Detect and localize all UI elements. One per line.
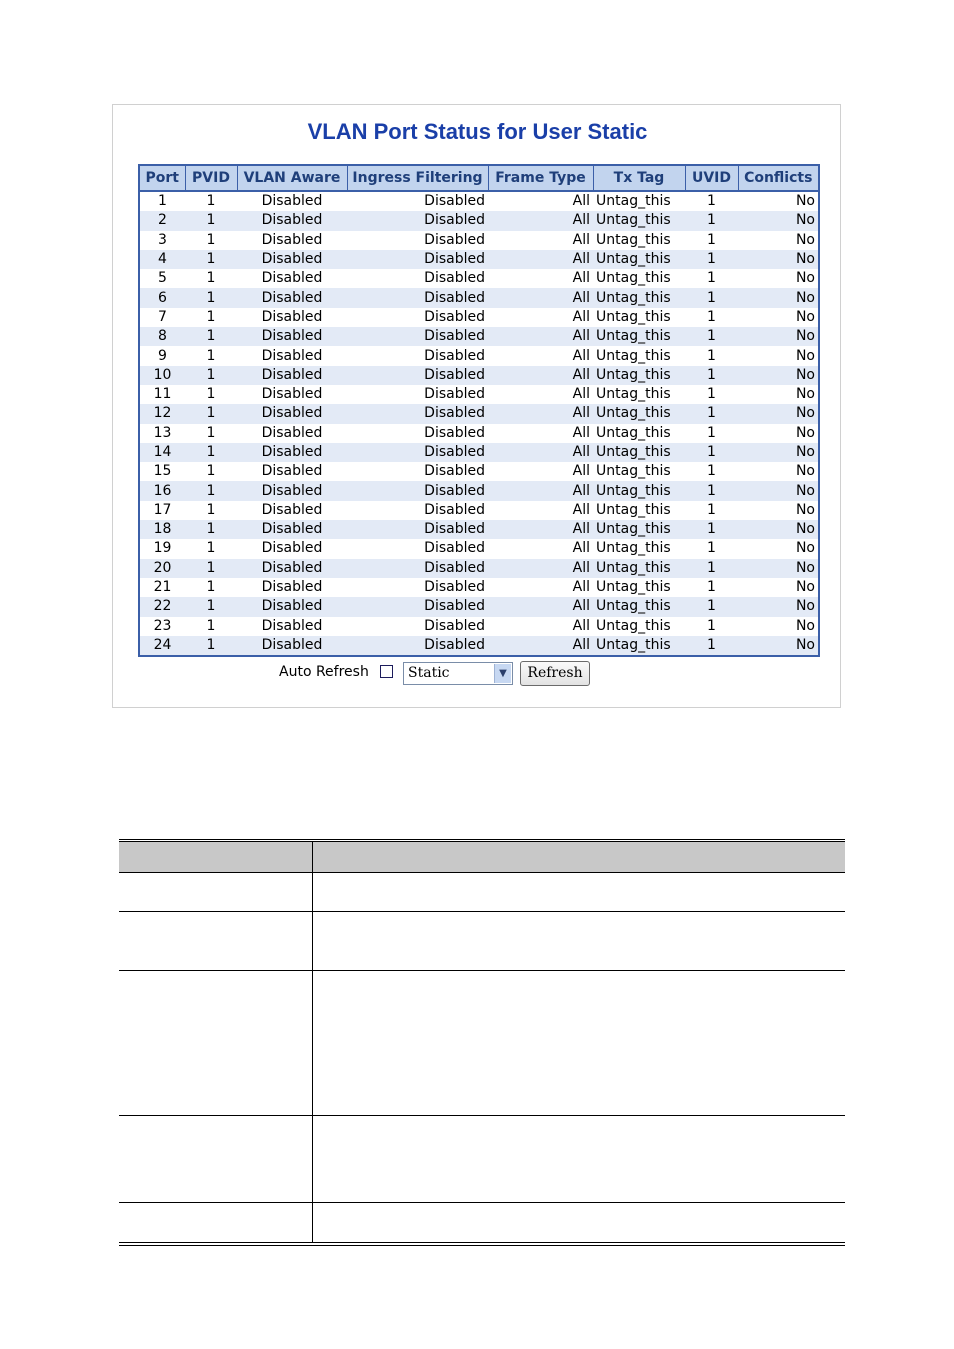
cell-pvid: 1 bbox=[185, 501, 237, 520]
chevron-down-icon[interactable]: ▼ bbox=[494, 664, 511, 683]
cell-ingress-filtering: Disabled bbox=[347, 288, 488, 307]
cell-frame-type: All bbox=[488, 404, 593, 423]
cell-port: 8 bbox=[139, 327, 185, 346]
table-row bbox=[139, 636, 819, 656]
cell-pvid: 1 bbox=[185, 462, 237, 481]
cell-uvid: 1 bbox=[685, 231, 738, 250]
cell-conflicts: No bbox=[738, 250, 819, 269]
cell-uvid: 1 bbox=[685, 404, 738, 423]
cell-conflicts: No bbox=[738, 462, 819, 481]
cell-vlan-aware: Disabled bbox=[237, 636, 347, 656]
cell-ingress-filtering: Disabled bbox=[347, 520, 488, 539]
cell-frame-type: All bbox=[488, 520, 593, 539]
cell-ingress-filtering: Disabled bbox=[347, 308, 488, 327]
cell-vlan-aware: Disabled bbox=[237, 231, 347, 250]
cell-uvid: 1 bbox=[685, 385, 738, 404]
cell-ingress-filtering: Disabled bbox=[347, 424, 488, 443]
cell-port: 9 bbox=[139, 346, 185, 365]
cell-uvid: 1 bbox=[685, 520, 738, 539]
cell-ingress-filtering: Disabled bbox=[347, 501, 488, 520]
cell-pvid: 1 bbox=[185, 385, 237, 404]
cell-frame-type: All bbox=[488, 250, 593, 269]
cell-conflicts: No bbox=[738, 520, 819, 539]
table-row bbox=[139, 269, 819, 288]
cell-ingress-filtering: Disabled bbox=[347, 462, 488, 481]
cell-ingress-filtering: Disabled bbox=[347, 559, 488, 578]
column-header-tx-tag: Tx Tag bbox=[593, 165, 685, 191]
cell-port: 19 bbox=[139, 539, 185, 558]
cell-frame-type: All bbox=[488, 462, 593, 481]
cell-tx-tag: Untag_this bbox=[593, 385, 685, 404]
cell-conflicts: No bbox=[738, 481, 819, 500]
cell-frame-type: All bbox=[488, 191, 593, 211]
desc-table-header bbox=[119, 842, 845, 873]
table-row bbox=[139, 250, 819, 269]
desc-table-row bbox=[119, 1116, 845, 1203]
cell-vlan-aware: Disabled bbox=[237, 578, 347, 597]
cell-tx-tag: Untag_this bbox=[593, 597, 685, 616]
cell-tx-tag: Untag_this bbox=[593, 462, 685, 481]
cell-tx-tag: Untag_this bbox=[593, 617, 685, 636]
cell-vlan-aware: Disabled bbox=[237, 346, 347, 365]
cell-conflicts: No bbox=[738, 636, 819, 656]
vlan-port-status-panel bbox=[112, 104, 841, 708]
table-row bbox=[139, 424, 819, 443]
cell-pvid: 1 bbox=[185, 211, 237, 230]
cell-port: 12 bbox=[139, 404, 185, 423]
cell-port: 7 bbox=[139, 308, 185, 327]
cell-uvid: 1 bbox=[685, 636, 738, 656]
cell-ingress-filtering: Disabled bbox=[347, 211, 488, 230]
cell-conflicts: No bbox=[738, 327, 819, 346]
cell-frame-type: All bbox=[488, 269, 593, 288]
cell-ingress-filtering: Disabled bbox=[347, 617, 488, 636]
cell-port: 24 bbox=[139, 636, 185, 656]
cell-ingress-filtering: Disabled bbox=[347, 578, 488, 597]
cell-ingress-filtering: Disabled bbox=[347, 269, 488, 288]
cell-tx-tag: Untag_this bbox=[593, 308, 685, 327]
cell-conflicts: No bbox=[738, 385, 819, 404]
column-header-frame-type: Frame Type bbox=[488, 165, 593, 191]
cell-conflicts: No bbox=[738, 597, 819, 616]
cell-ingress-filtering: Disabled bbox=[347, 366, 488, 385]
cell-conflicts: No bbox=[738, 617, 819, 636]
cell-uvid: 1 bbox=[685, 539, 738, 558]
cell-port: 21 bbox=[139, 578, 185, 597]
cell-vlan-aware: Disabled bbox=[237, 366, 347, 385]
cell-vlan-aware: Disabled bbox=[237, 269, 347, 288]
cell-pvid: 1 bbox=[185, 269, 237, 288]
cell-vlan-aware: Disabled bbox=[237, 211, 347, 230]
cell-ingress-filtering: Disabled bbox=[347, 327, 488, 346]
column-header-vlan-aware: VLAN Aware bbox=[237, 165, 347, 191]
desc-table-row bbox=[119, 912, 845, 971]
cell-conflicts: No bbox=[738, 231, 819, 250]
cell-tx-tag: Untag_this bbox=[593, 250, 685, 269]
table-row bbox=[139, 327, 819, 346]
cell-vlan-aware: Disabled bbox=[237, 250, 347, 269]
table-row bbox=[139, 597, 819, 616]
cell-uvid: 1 bbox=[685, 559, 738, 578]
auto-refresh-checkbox[interactable] bbox=[380, 665, 393, 678]
cell-uvid: 1 bbox=[685, 481, 738, 500]
table-row bbox=[139, 539, 819, 558]
vlan-port-status-table bbox=[138, 164, 820, 657]
cell-uvid: 1 bbox=[685, 288, 738, 307]
cell-vlan-aware: Disabled bbox=[237, 404, 347, 423]
cell-port: 14 bbox=[139, 443, 185, 462]
column-header-uvid: UVID bbox=[685, 165, 738, 191]
cell-uvid: 1 bbox=[685, 269, 738, 288]
cell-vlan-aware: Disabled bbox=[237, 308, 347, 327]
cell-vlan-aware: Disabled bbox=[237, 559, 347, 578]
cell-port: 20 bbox=[139, 559, 185, 578]
desc-table-row bbox=[119, 1203, 845, 1242]
cell-uvid: 1 bbox=[685, 308, 738, 327]
cell-pvid: 1 bbox=[185, 288, 237, 307]
cell-port: 11 bbox=[139, 385, 185, 404]
cell-port: 17 bbox=[139, 501, 185, 520]
column-divider bbox=[312, 842, 313, 873]
cell-vlan-aware: Disabled bbox=[237, 617, 347, 636]
cell-tx-tag: Untag_this bbox=[593, 481, 685, 500]
cell-frame-type: All bbox=[488, 211, 593, 230]
cell-uvid: 1 bbox=[685, 597, 738, 616]
cell-tx-tag: Untag_this bbox=[593, 211, 685, 230]
cell-port: 16 bbox=[139, 481, 185, 500]
cell-tx-tag: Untag_this bbox=[593, 366, 685, 385]
table-row bbox=[139, 231, 819, 250]
cell-tx-tag: Untag_this bbox=[593, 424, 685, 443]
cell-frame-type: All bbox=[488, 308, 593, 327]
cell-conflicts: No bbox=[738, 308, 819, 327]
desc-table-bottom-rule bbox=[119, 1242, 845, 1246]
cell-vlan-aware: Disabled bbox=[237, 424, 347, 443]
cell-ingress-filtering: Disabled bbox=[347, 191, 488, 211]
table-row bbox=[139, 404, 819, 423]
cell-port: 3 bbox=[139, 231, 185, 250]
cell-port: 5 bbox=[139, 269, 185, 288]
cell-uvid: 1 bbox=[685, 501, 738, 520]
vlan-user-select[interactable] bbox=[403, 662, 513, 685]
cell-pvid: 1 bbox=[185, 308, 237, 327]
cell-frame-type: All bbox=[488, 366, 593, 385]
cell-port: 6 bbox=[139, 288, 185, 307]
cell-port: 22 bbox=[139, 597, 185, 616]
cell-uvid: 1 bbox=[685, 617, 738, 636]
table-row bbox=[139, 211, 819, 230]
cell-frame-type: All bbox=[488, 327, 593, 346]
table-row bbox=[139, 462, 819, 481]
table-row bbox=[139, 288, 819, 307]
cell-frame-type: All bbox=[488, 578, 593, 597]
cell-port: 18 bbox=[139, 520, 185, 539]
cell-tx-tag: Untag_this bbox=[593, 288, 685, 307]
cell-vlan-aware: Disabled bbox=[237, 385, 347, 404]
cell-tx-tag: Untag_this bbox=[593, 404, 685, 423]
cell-port: 13 bbox=[139, 424, 185, 443]
cell-conflicts: No bbox=[738, 211, 819, 230]
cell-tx-tag: Untag_this bbox=[593, 327, 685, 346]
cell-ingress-filtering: Disabled bbox=[347, 346, 488, 365]
cell-frame-type: All bbox=[488, 636, 593, 656]
cell-vlan-aware: Disabled bbox=[237, 501, 347, 520]
cell-uvid: 1 bbox=[685, 346, 738, 365]
column-divider bbox=[312, 1203, 313, 1242]
cell-frame-type: All bbox=[488, 501, 593, 520]
cell-frame-type: All bbox=[488, 481, 593, 500]
cell-port: 4 bbox=[139, 250, 185, 269]
column-divider bbox=[312, 1116, 313, 1202]
cell-pvid: 1 bbox=[185, 231, 237, 250]
vlan-user-select-value: Static bbox=[408, 665, 450, 681]
cell-port: 2 bbox=[139, 211, 185, 230]
cell-vlan-aware: Disabled bbox=[237, 481, 347, 500]
cell-pvid: 1 bbox=[185, 559, 237, 578]
cell-pvid: 1 bbox=[185, 617, 237, 636]
cell-pvid: 1 bbox=[185, 539, 237, 558]
cell-frame-type: All bbox=[488, 559, 593, 578]
cell-conflicts: No bbox=[738, 501, 819, 520]
cell-port: 1 bbox=[139, 191, 185, 211]
cell-conflicts: No bbox=[738, 424, 819, 443]
cell-tx-tag: Untag_this bbox=[593, 191, 685, 211]
cell-uvid: 1 bbox=[685, 211, 738, 230]
cell-pvid: 1 bbox=[185, 578, 237, 597]
cell-pvid: 1 bbox=[185, 597, 237, 616]
cell-pvid: 1 bbox=[185, 327, 237, 346]
cell-port: 15 bbox=[139, 462, 185, 481]
refresh-button[interactable]: Refresh bbox=[520, 661, 590, 686]
cell-conflicts: No bbox=[738, 269, 819, 288]
cell-tx-tag: Untag_this bbox=[593, 231, 685, 250]
cell-ingress-filtering: Disabled bbox=[347, 385, 488, 404]
cell-pvid: 1 bbox=[185, 250, 237, 269]
table-row bbox=[139, 385, 819, 404]
cell-uvid: 1 bbox=[685, 250, 738, 269]
column-divider bbox=[312, 912, 313, 970]
column-divider bbox=[312, 873, 313, 911]
cell-vlan-aware: Disabled bbox=[237, 191, 347, 211]
cell-frame-type: All bbox=[488, 385, 593, 404]
cell-vlan-aware: Disabled bbox=[237, 288, 347, 307]
cell-pvid: 1 bbox=[185, 346, 237, 365]
cell-conflicts: No bbox=[738, 288, 819, 307]
cell-vlan-aware: Disabled bbox=[237, 520, 347, 539]
table-row bbox=[139, 617, 819, 636]
cell-uvid: 1 bbox=[685, 366, 738, 385]
cell-frame-type: All bbox=[488, 597, 593, 616]
column-divider bbox=[312, 971, 313, 1115]
cell-pvid: 1 bbox=[185, 424, 237, 443]
cell-frame-type: All bbox=[488, 231, 593, 250]
cell-conflicts: No bbox=[738, 578, 819, 597]
cell-port: 10 bbox=[139, 366, 185, 385]
cell-tx-tag: Untag_this bbox=[593, 346, 685, 365]
cell-ingress-filtering: Disabled bbox=[347, 231, 488, 250]
column-header-ingress-filtering: Ingress Filtering bbox=[347, 165, 488, 191]
cell-tx-tag: Untag_this bbox=[593, 559, 685, 578]
refresh-controls bbox=[113, 661, 842, 689]
cell-tx-tag: Untag_this bbox=[593, 578, 685, 597]
table-body bbox=[139, 191, 819, 656]
cell-frame-type: All bbox=[488, 443, 593, 462]
table-row bbox=[139, 501, 819, 520]
cell-ingress-filtering: Disabled bbox=[347, 636, 488, 656]
cell-frame-type: All bbox=[488, 288, 593, 307]
cell-conflicts: No bbox=[738, 443, 819, 462]
cell-conflicts: No bbox=[738, 366, 819, 385]
column-header-conflicts: Conflicts bbox=[738, 165, 819, 191]
cell-uvid: 1 bbox=[685, 191, 738, 211]
cell-uvid: 1 bbox=[685, 327, 738, 346]
cell-frame-type: All bbox=[488, 617, 593, 636]
cell-pvid: 1 bbox=[185, 636, 237, 656]
table-row bbox=[139, 559, 819, 578]
cell-port: 23 bbox=[139, 617, 185, 636]
cell-tx-tag: Untag_this bbox=[593, 539, 685, 558]
page-title: VLAN Port Status for User Static bbox=[307, 119, 648, 144]
cell-ingress-filtering: Disabled bbox=[347, 404, 488, 423]
cell-pvid: 1 bbox=[185, 520, 237, 539]
cell-conflicts: No bbox=[738, 404, 819, 423]
table-row bbox=[139, 366, 819, 385]
auto-refresh-label: Auto Refresh bbox=[279, 664, 369, 680]
cell-pvid: 1 bbox=[185, 481, 237, 500]
cell-ingress-filtering: Disabled bbox=[347, 250, 488, 269]
cell-uvid: 1 bbox=[685, 462, 738, 481]
table-row bbox=[139, 520, 819, 539]
cell-frame-type: All bbox=[488, 346, 593, 365]
cell-pvid: 1 bbox=[185, 191, 237, 211]
cell-conflicts: No bbox=[738, 539, 819, 558]
cell-ingress-filtering: Disabled bbox=[347, 481, 488, 500]
cell-frame-type: All bbox=[488, 424, 593, 443]
cell-tx-tag: Untag_this bbox=[593, 636, 685, 656]
cell-vlan-aware: Disabled bbox=[237, 443, 347, 462]
cell-tx-tag: Untag_this bbox=[593, 443, 685, 462]
table-row bbox=[139, 481, 819, 500]
cell-pvid: 1 bbox=[185, 366, 237, 385]
table-header-row bbox=[139, 165, 819, 191]
cell-vlan-aware: Disabled bbox=[237, 462, 347, 481]
cell-uvid: 1 bbox=[685, 578, 738, 597]
cell-uvid: 1 bbox=[685, 443, 738, 462]
cell-vlan-aware: Disabled bbox=[237, 327, 347, 346]
table-row bbox=[139, 308, 819, 327]
cell-tx-tag: Untag_this bbox=[593, 269, 685, 288]
cell-conflicts: No bbox=[738, 346, 819, 365]
table-row bbox=[139, 191, 819, 211]
cell-pvid: 1 bbox=[185, 443, 237, 462]
desc-table-row bbox=[119, 873, 845, 912]
cell-vlan-aware: Disabled bbox=[237, 539, 347, 558]
column-header-port: Port bbox=[139, 165, 185, 191]
cell-vlan-aware: Disabled bbox=[237, 597, 347, 616]
cell-frame-type: All bbox=[488, 539, 593, 558]
cell-conflicts: No bbox=[738, 191, 819, 211]
cell-tx-tag: Untag_this bbox=[593, 501, 685, 520]
table-row bbox=[139, 443, 819, 462]
cell-ingress-filtering: Disabled bbox=[347, 539, 488, 558]
cell-pvid: 1 bbox=[185, 404, 237, 423]
cell-conflicts: No bbox=[738, 559, 819, 578]
cell-ingress-filtering: Disabled bbox=[347, 443, 488, 462]
table-row bbox=[139, 578, 819, 597]
cell-uvid: 1 bbox=[685, 424, 738, 443]
cell-ingress-filtering: Disabled bbox=[347, 597, 488, 616]
cell-tx-tag: Untag_this bbox=[593, 520, 685, 539]
table-row bbox=[139, 346, 819, 365]
column-header-pvid: PVID bbox=[185, 165, 237, 191]
desc-table-row bbox=[119, 971, 845, 1116]
